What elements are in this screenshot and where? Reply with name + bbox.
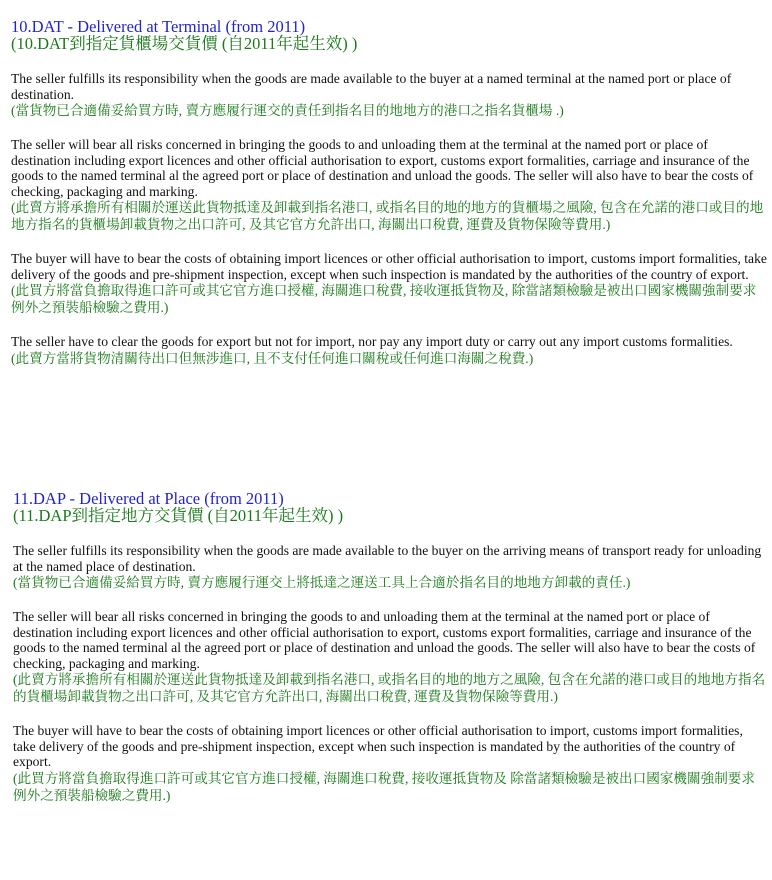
- section-dap: [13, 490, 767, 804]
- paragraph: [11, 137, 767, 233]
- paragraph-text-en: The seller have to clear the goods for export but not for import, nor pay any import duty or carry out any import customs formalities.: [11, 334, 733, 349]
- paragraph-text-zh: (此買方將當負擔取得進口許可或其它官方進口授權, 海關進口稅費, 接收運抵貨物及 除當諸類檢驗是被出口國家機關強制要求例外之預裝船檢驗之費用.): [13, 770, 755, 803]
- paragraph: [13, 609, 767, 705]
- paragraph-text-en: The buyer will have to bear the costs of obtaining import licences or other official authorisation to import, customs import formalities, take delivery of the goods and pre-shipment inspection, except when such inspection is mandated by the authorities of the country of export.: [11, 251, 767, 282]
- section-dat: [11, 18, 767, 367]
- paragraph-text-en: The seller will bear all risks concerned in bringing the goods to and unloading them at the terminal at the named port or place of destination including export licences and other official authorisation to export, customs export formalities, carriage and insurance of the goods to the named terminal al the agreed port or place of destination and unload the goods. The seller will also have to bear the costs of checking, packaging and marking.: [11, 137, 754, 199]
- section-title-en: 10.DAT - Delivered at Terminal (from 2011): [11, 17, 306, 36]
- paragraph: [11, 71, 767, 119]
- paragraph-text-zh: (當貨物已合適備妥給買方時, 賣方應履行運交的責任到指名目的地地方的港口之指名貨櫃場 .): [11, 103, 564, 118]
- paragraph-text-zh: (此賣方當將貨物清關待出口但無涉進口, 且不支付任何進口關稅或任何進口海關之稅費.): [11, 350, 534, 366]
- paragraph-text-zh: (此賣方將承擔所有相關於運送此貨物抵達及卸載到指名港口, 或指名目的地的地方之風險, 包含在允諾的港口或目的地地方指名的貨櫃場卸載貨物之出口許可, 及其它官方允許出口, 海關出口稅費, 運費及貨物保險等費用.): [13, 672, 766, 704]
- paragraph-text-en: The seller will bear all risks concerned in bringing the goods to and unloading them at the terminal at the named port or place of destination including export licences and other official authorisation to export, customs export formalities, carriage and insurance of the goods to the named terminal al the agreed port or place of destination and unload the goods. The seller will also have to bear the costs of checking, packaging and marking.: [13, 609, 756, 671]
- paragraph-text-zh: (此賣方將承擔所有相關於運送此貨物抵達及卸載到指名港口, 或指名目的地的地方的貨櫃場之風險, 包含在允諾的港口或目的地地方指名的貨櫃場卸載貨物之出口許可, 及其它官方允許出口, 海關出口稅費, 運費及貨物保險等費用.): [11, 200, 764, 232]
- paragraph-text-en: The seller fulfills its responsibility when the goods are made available to the buyer at a named terminal at the named port or place of destination.: [11, 71, 732, 102]
- section-title-zh: (11.DAP到指定地方交貨價 (自2011年起生效) ): [13, 506, 344, 525]
- paragraph-text-en: The buyer will have to bear the costs of obtaining import licences or other official authorisation to import, customs import formalities, take delivery of the goods and pre-shipment inspection, except when such inspection is mandated by the authorities of the country of export.: [13, 723, 743, 769]
- section-title-en: 11.DAP - Delivered at Place (from 2011): [13, 489, 284, 508]
- paragraph: [11, 251, 767, 316]
- paragraph: [13, 543, 767, 591]
- section-title-zh: (10.DAT到指定貨櫃場交貨價 (自2011年起生效) ): [11, 34, 358, 53]
- paragraph-text-en: The seller fulfills its responsibility when the goods are made available to the buyer on the arriving means of transport ready for unloading at the named place of destination.: [13, 543, 762, 574]
- paragraph: [11, 334, 767, 367]
- paragraph-text-zh: (此買方將當負擔取得進口許可或其它官方進口授權, 海關進口稅費, 接收運抵貨物及, 除當諸類檢驗是被出口國家機關強制要求例外之預裝船檢驗之費用.): [11, 283, 757, 315]
- paragraph: [13, 723, 767, 804]
- paragraph-text-zh: (當貨物已合適備妥給買方時, 賣方應履行運交上將抵達之運送工具上合適於指名目的地地方卸載的責任.): [13, 575, 631, 590]
